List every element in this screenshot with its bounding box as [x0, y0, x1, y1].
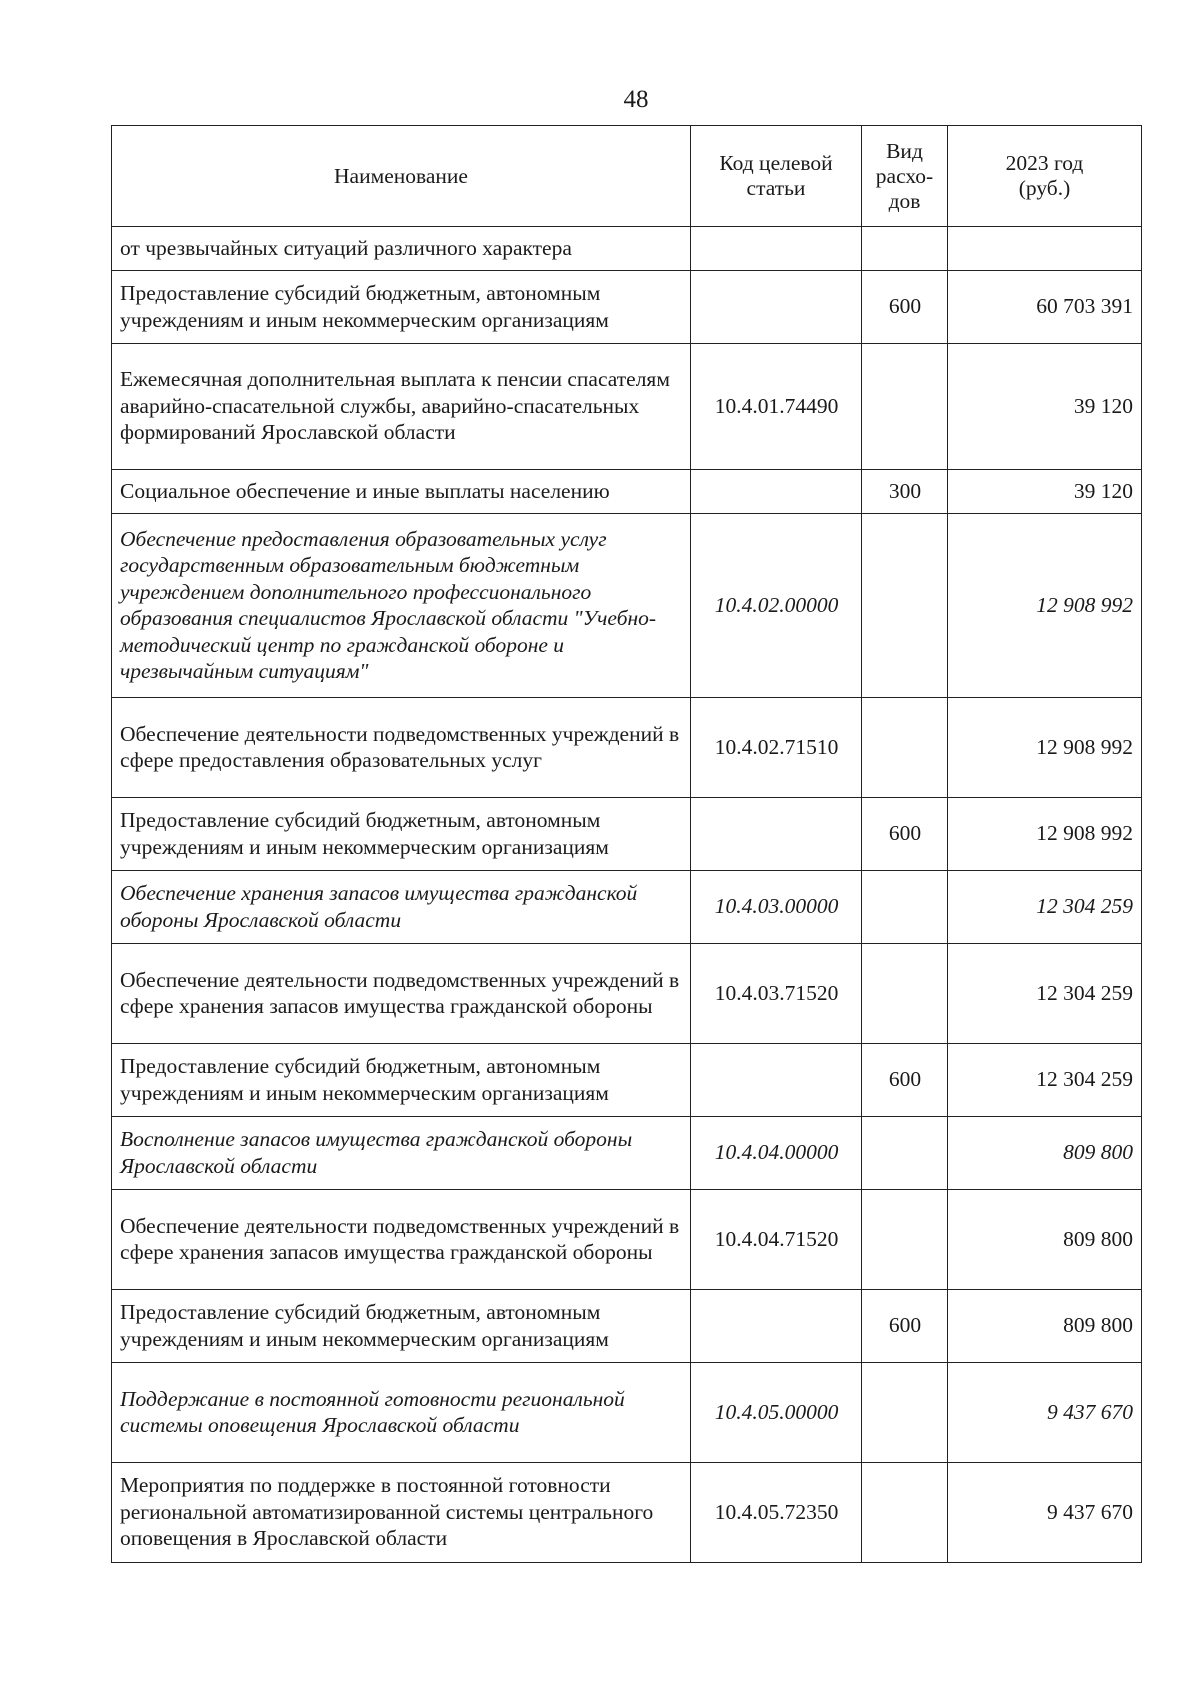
row-name-cell: от чрезвычайных ситуаций различного характера: [112, 227, 691, 271]
row-type-cell: [862, 1190, 948, 1290]
header-name: Наименование: [112, 126, 691, 227]
row-name-cell: Восполнение запасов имущества гражданской обороны Ярославской области: [112, 1117, 691, 1190]
row-amount-cell: 809 800: [948, 1290, 1142, 1363]
table-row: [112, 1190, 1142, 1290]
row-code-cell: 10.4.02.71510: [691, 698, 862, 798]
header-amount: [948, 126, 1142, 227]
page-number: 48: [623, 86, 649, 113]
header-type-text: Вид расхо-дов: [875, 138, 934, 213]
row-name-cell: Обеспечение деятельности подведомственных учреждений в сфере хранения запасов имущества гражданской обороны: [112, 1190, 691, 1290]
row-amount-cell: 12 908 992: [948, 798, 1142, 871]
row-code-cell: 10.4.03.71520: [691, 944, 862, 1044]
row-type-cell: [862, 698, 948, 798]
row-type-cell: 600: [862, 1044, 948, 1117]
row-amount-cell: 12 304 259: [948, 944, 1142, 1044]
row-amount-cell: [948, 227, 1142, 271]
row-name-cell: Мероприятия по поддержке в постоянной готовности региональной автоматизированной системы центрального оповещения в Ярославской области: [112, 1463, 691, 1563]
row-amount-cell: 12 304 259: [948, 871, 1142, 944]
row-code-cell: 10.4.02.00000: [691, 514, 862, 698]
row-amount-cell: 809 800: [948, 1190, 1142, 1290]
row-amount-cell: 12 908 992: [948, 514, 1142, 698]
row-type-cell: [862, 1363, 948, 1463]
row-type-cell: [862, 227, 948, 271]
table-row: [112, 514, 1142, 698]
row-code-cell: 10.4.03.00000: [691, 871, 862, 944]
row-name-cell: Социальное обеспечение и иные выплаты населению: [112, 470, 691, 514]
row-amount-cell: 12 908 992: [948, 698, 1142, 798]
row-name-cell: Предоставление субсидий бюджетным, автономным учреждениям и иным некоммерческим организациям: [112, 798, 691, 871]
row-name-cell: Предоставление субсидий бюджетным, автономным учреждениям и иным некоммерческим организациям: [112, 271, 691, 344]
table-row: [112, 1290, 1142, 1363]
row-type-cell: [862, 344, 948, 470]
row-type-cell: [862, 514, 948, 698]
row-type-cell: 300: [862, 470, 948, 514]
row-code-cell: 10.4.05.72350: [691, 1463, 862, 1563]
row-amount-cell: 39 120: [948, 470, 1142, 514]
row-code-cell: [691, 271, 862, 344]
table-row: [112, 1463, 1142, 1563]
row-name-cell: Обеспечение хранения запасов имущества гражданской обороны Ярославской области: [112, 871, 691, 944]
row-code-cell: 10.4.01.74490: [691, 344, 862, 470]
header-type: [862, 126, 948, 227]
row-type-cell: [862, 1117, 948, 1190]
row-name-cell: Предоставление субсидий бюджетным, автономным учреждениям и иным некоммерческим организациям: [112, 1044, 691, 1117]
row-code-cell: 10.4.04.00000: [691, 1117, 862, 1190]
row-amount-cell: 9 437 670: [948, 1363, 1142, 1463]
table-row: [112, 1363, 1142, 1463]
table-row: [112, 698, 1142, 798]
budget-table: [111, 125, 1142, 1563]
table-row: [112, 871, 1142, 944]
table-row: [112, 798, 1142, 871]
row-name-cell: Обеспечение деятельности подведомственных учреждений в сфере хранения запасов имущества гражданской обороны: [112, 944, 691, 1044]
row-type-cell: 600: [862, 1290, 948, 1363]
row-name-cell: Ежемесячная дополнительная выплата к пенсии спасателям аварийно-спасательной службы, аварийно-спасательных формирований Ярославской области: [112, 344, 691, 470]
table-row: [112, 344, 1142, 470]
header-amount-text: 2023 год (руб.): [1005, 151, 1084, 200]
row-code-cell: 10.4.04.71520: [691, 1190, 862, 1290]
row-code-cell: 10.4.05.00000: [691, 1363, 862, 1463]
row-type-cell: 600: [862, 271, 948, 344]
row-amount-cell: 9 437 670: [948, 1463, 1142, 1563]
row-type-cell: [862, 944, 948, 1044]
row-code-cell: [691, 227, 862, 271]
header-code: [691, 126, 862, 227]
row-code-cell: [691, 1290, 862, 1363]
row-type-cell: 600: [862, 798, 948, 871]
row-name-cell: Обеспечение деятельности подведомственных учреждений в сфере предоставления образовательных услуг: [112, 698, 691, 798]
table-header-row: [112, 126, 1142, 227]
row-type-cell: [862, 871, 948, 944]
header-code-text: Код целевой статьи: [719, 151, 833, 200]
row-amount-cell: 39 120: [948, 344, 1142, 470]
table-row: [112, 470, 1142, 514]
row-amount-cell: 809 800: [948, 1117, 1142, 1190]
row-name-cell: Обеспечение предоставления образовательных услуг государственным образовательным бюджетным учреждением дополнительного профессионального образования специалистов Ярославской области "Учебно-методический центр по гражданской обороне и чрезвычайным ситуациям": [112, 514, 691, 698]
table-row: [112, 944, 1142, 1044]
row-amount-cell: 60 703 391: [948, 271, 1142, 344]
row-type-cell: [862, 1463, 948, 1563]
table-row: [112, 1044, 1142, 1117]
table-row: [112, 227, 1142, 271]
table-row: [112, 271, 1142, 344]
row-code-cell: [691, 798, 862, 871]
table-body: [112, 227, 1142, 1563]
table-row: [112, 1117, 1142, 1190]
row-name-cell: Поддержание в постоянной готовности региональной системы оповещения Ярославской области: [112, 1363, 691, 1463]
row-code-cell: [691, 1044, 862, 1117]
row-code-cell: [691, 470, 862, 514]
row-name-cell: Предоставление субсидий бюджетным, автономным учреждениям и иным некоммерческим организациям: [112, 1290, 691, 1363]
row-amount-cell: 12 304 259: [948, 1044, 1142, 1117]
